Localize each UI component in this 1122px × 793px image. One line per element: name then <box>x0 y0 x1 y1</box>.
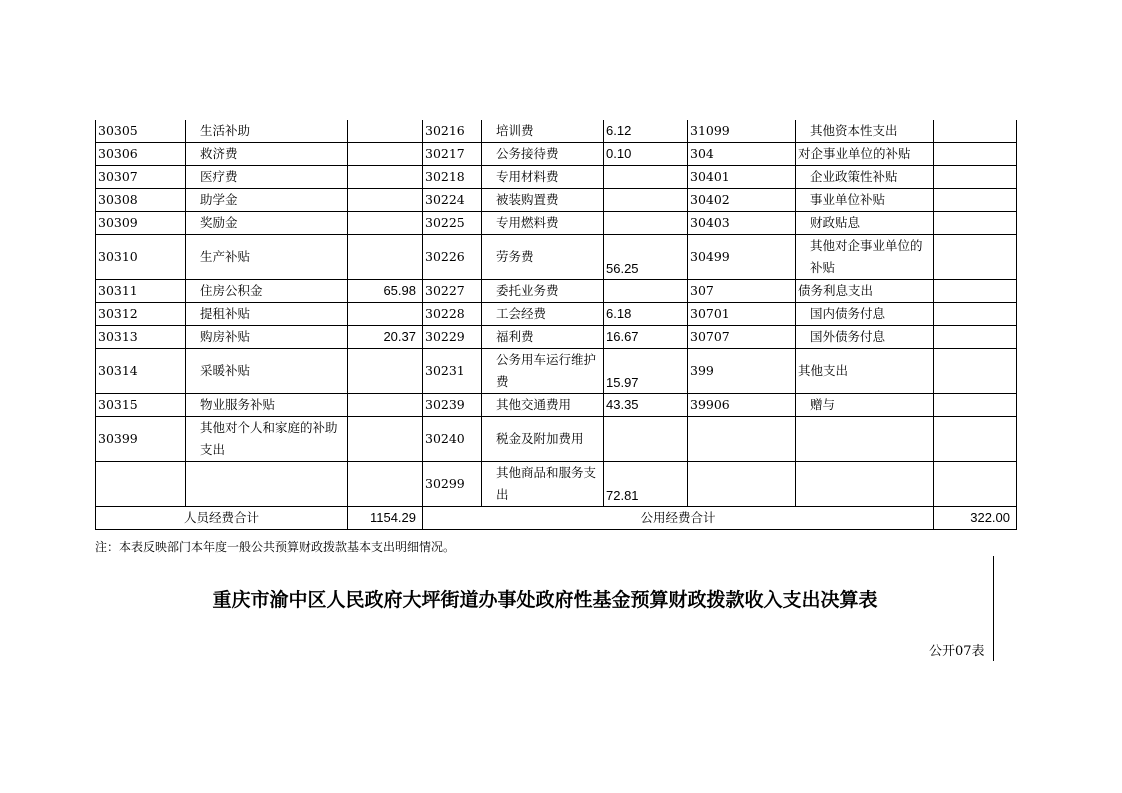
amount-cell <box>348 143 423 166</box>
item-name-cell: 物业服务补贴 <box>186 394 348 417</box>
item-name-cell: 被装购置费 <box>482 189 604 212</box>
item-name-cell: 其他资本性支出 <box>796 120 934 143</box>
code-cell: 30228 <box>423 303 482 326</box>
code-cell: 30312 <box>96 303 186 326</box>
code-cell <box>688 462 796 507</box>
amount-cell <box>604 417 688 462</box>
code-cell: 30402 <box>688 189 796 212</box>
amount-cell <box>348 462 423 507</box>
code-cell <box>96 462 186 507</box>
amount-cell <box>348 212 423 235</box>
item-name-cell: 生活补助 <box>186 120 348 143</box>
amount-cell <box>348 120 423 143</box>
item-name-cell: 企业政策性补贴 <box>796 166 934 189</box>
item-name-cell: 生产补贴 <box>186 235 348 280</box>
table-row <box>96 417 1017 462</box>
code-cell: 30307 <box>96 166 186 189</box>
amount-cell <box>934 349 1017 394</box>
item-name-cell: 其他商品和服务支出 <box>482 462 604 507</box>
amount-cell: 6.12 <box>604 120 688 143</box>
page-edge-line <box>993 556 994 661</box>
amount-cell: 56.25 <box>604 235 688 280</box>
amount-cell: 72.81 <box>604 462 688 507</box>
code-cell: 30310 <box>96 235 186 280</box>
public-total-label: 公用经费合计 <box>423 507 934 530</box>
expenditure-detail-table <box>95 120 1017 530</box>
table-row <box>96 303 1017 326</box>
amount-cell <box>604 212 688 235</box>
amount-cell <box>934 280 1017 303</box>
amount-cell <box>934 394 1017 417</box>
amount-cell <box>934 235 1017 280</box>
code-cell: 30399 <box>96 417 186 462</box>
item-name-cell: 专用燃料费 <box>482 212 604 235</box>
table-row <box>96 120 1017 143</box>
code-cell: 30216 <box>423 120 482 143</box>
totals-row <box>96 507 1017 530</box>
amount-cell: 65.98 <box>348 280 423 303</box>
amount-cell <box>934 326 1017 349</box>
table-row <box>96 166 1017 189</box>
item-name-cell: 公务用车运行维护费 <box>482 349 604 394</box>
item-name-cell: 购房补贴 <box>186 326 348 349</box>
code-cell: 30315 <box>96 394 186 417</box>
table-note: 注：本表反映部门本年度一般公共预算财政拨款基本支出明细情况。 <box>95 540 456 554</box>
item-name-cell: 医疗费 <box>186 166 348 189</box>
amount-cell: 0.10 <box>604 143 688 166</box>
amount-cell <box>348 235 423 280</box>
amount-cell <box>934 417 1017 462</box>
amount-cell: 15.97 <box>604 349 688 394</box>
amount-cell <box>934 143 1017 166</box>
public-total-value: 322.00 <box>934 507 1017 530</box>
code-cell: 30239 <box>423 394 482 417</box>
amount-cell <box>934 462 1017 507</box>
amount-cell <box>604 280 688 303</box>
amount-cell <box>604 189 688 212</box>
table-row <box>96 143 1017 166</box>
item-name-cell: 助学金 <box>186 189 348 212</box>
code-cell: 30314 <box>96 349 186 394</box>
table-row <box>96 235 1017 280</box>
table-row <box>96 349 1017 394</box>
code-cell: 30240 <box>423 417 482 462</box>
item-name-cell: 国外债务付息 <box>796 326 934 349</box>
item-name-cell: 救济费 <box>186 143 348 166</box>
table-row <box>96 212 1017 235</box>
item-name-cell: 公务接待费 <box>482 143 604 166</box>
table-row <box>96 280 1017 303</box>
amount-cell <box>934 212 1017 235</box>
code-cell: 30306 <box>96 143 186 166</box>
amount-cell <box>934 189 1017 212</box>
item-name-cell: 采暖补贴 <box>186 349 348 394</box>
code-cell: 30217 <box>423 143 482 166</box>
item-name-cell: 专用材料费 <box>482 166 604 189</box>
code-cell: 30224 <box>423 189 482 212</box>
item-name-cell: 财政贴息 <box>796 212 934 235</box>
code-cell: 30231 <box>423 349 482 394</box>
code-cell: 30403 <box>688 212 796 235</box>
item-name-cell: 培训费 <box>482 120 604 143</box>
code-cell <box>688 417 796 462</box>
code-cell: 30707 <box>688 326 796 349</box>
code-cell: 30218 <box>423 166 482 189</box>
code-cell: 30227 <box>423 280 482 303</box>
personnel-total-label: 人员经费合计 <box>96 507 348 530</box>
item-name-cell: 提租补贴 <box>186 303 348 326</box>
item-name-cell: 对企事业单位的补贴 <box>796 143 934 166</box>
amount-cell <box>348 349 423 394</box>
item-name-cell: 其他支出 <box>796 349 934 394</box>
item-name-cell: 委托业务费 <box>482 280 604 303</box>
table-row <box>96 326 1017 349</box>
amount-cell: 6.18 <box>604 303 688 326</box>
code-cell: 30701 <box>688 303 796 326</box>
table-number: 公开07表 <box>929 644 985 659</box>
item-name-cell: 福利费 <box>482 326 604 349</box>
amount-cell: 16.67 <box>604 326 688 349</box>
code-cell: 30309 <box>96 212 186 235</box>
code-cell: 30308 <box>96 189 186 212</box>
item-name-cell: 住房公积金 <box>186 280 348 303</box>
code-cell: 307 <box>688 280 796 303</box>
code-cell: 399 <box>688 349 796 394</box>
amount-cell: 43.35 <box>604 394 688 417</box>
item-name-cell: 奖励金 <box>186 212 348 235</box>
code-cell: 30311 <box>96 280 186 303</box>
item-name-cell: 其他对企事业单位的补贴 <box>796 235 934 280</box>
amount-cell <box>934 120 1017 143</box>
code-cell: 30401 <box>688 166 796 189</box>
amount-cell <box>348 417 423 462</box>
table-row <box>96 462 1017 507</box>
amount-cell <box>934 303 1017 326</box>
table-row <box>96 189 1017 212</box>
next-table-title: 重庆市渝中区人民政府大坪街道办事处政府性基金预算财政拨款收入支出决算表 <box>212 589 878 611</box>
item-name-cell: 其他交通费用 <box>482 394 604 417</box>
code-cell: 30225 <box>423 212 482 235</box>
code-cell: 30499 <box>688 235 796 280</box>
item-name-cell: 工会经费 <box>482 303 604 326</box>
personnel-total-value: 1154.29 <box>348 507 423 530</box>
code-cell: 30313 <box>96 326 186 349</box>
amount-cell <box>934 166 1017 189</box>
item-name-cell: 其他对个人和家庭的补助支出 <box>186 417 348 462</box>
code-cell: 30299 <box>423 462 482 507</box>
amount-cell: 20.37 <box>348 326 423 349</box>
amount-cell <box>348 303 423 326</box>
code-cell: 30226 <box>423 235 482 280</box>
item-name-cell <box>186 462 348 507</box>
item-name-cell: 赠与 <box>796 394 934 417</box>
item-name-cell: 债务利息支出 <box>796 280 934 303</box>
amount-cell <box>348 166 423 189</box>
code-cell: 39906 <box>688 394 796 417</box>
item-name-cell: 事业单位补贴 <box>796 189 934 212</box>
table-row <box>96 394 1017 417</box>
amount-cell <box>604 166 688 189</box>
code-cell: 304 <box>688 143 796 166</box>
code-cell: 30305 <box>96 120 186 143</box>
code-cell: 30229 <box>423 326 482 349</box>
item-name-cell: 国内债务付息 <box>796 303 934 326</box>
item-name-cell: 劳务费 <box>482 235 604 280</box>
item-name-cell: 税金及附加费用 <box>482 417 604 462</box>
amount-cell <box>348 394 423 417</box>
amount-cell <box>348 189 423 212</box>
item-name-cell <box>796 417 934 462</box>
code-cell: 31099 <box>688 120 796 143</box>
item-name-cell <box>796 462 934 507</box>
